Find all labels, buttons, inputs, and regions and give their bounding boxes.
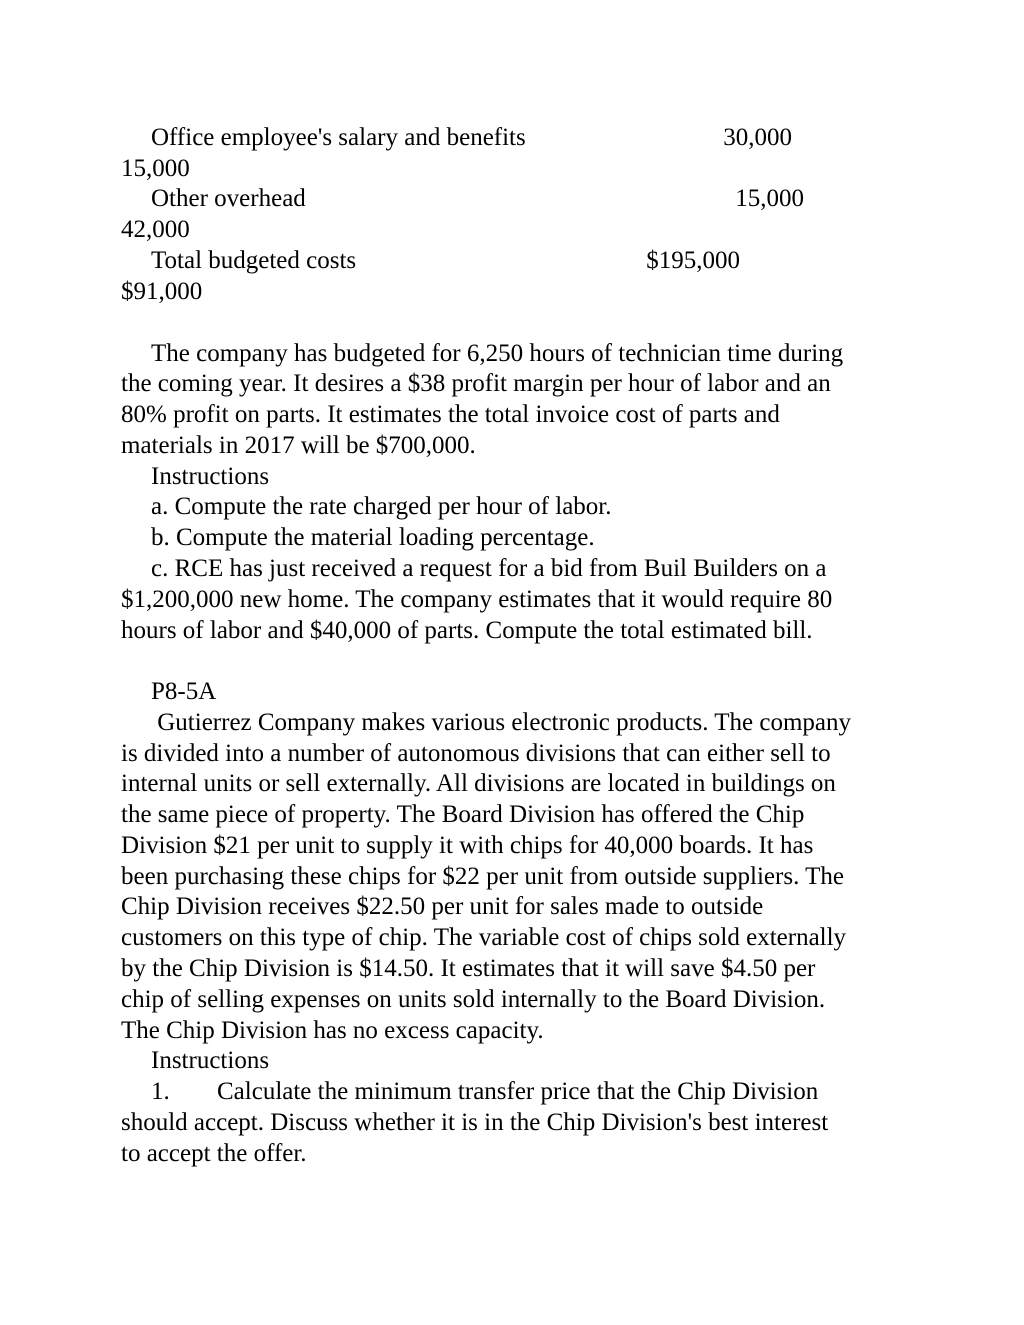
paragraph-line: customers on this type of chip. The variable cost of chips sold externally bbox=[121, 924, 847, 951]
paragraph-line: chip of selling expenses on units sold internally to the Board Division. bbox=[121, 986, 826, 1013]
paragraph-line: by the Chip Division is $14.50. It estimates that it will save $4.50 per bbox=[121, 955, 816, 982]
paragraph-line: to accept the offer. bbox=[121, 1140, 307, 1167]
paragraph-line: 80% profit on parts. It estimates the total invoice cost of parts and bbox=[121, 401, 780, 428]
cost-row-labor-value: 30,000 bbox=[723, 124, 792, 151]
paragraph-line: Division $21 per unit to supply it with chips for 40,000 boards. It has bbox=[121, 832, 814, 859]
item-number: 1. bbox=[151, 1078, 170, 1105]
paragraph-line: the coming year. It desires a $38 profit margin per hour of labor and an bbox=[121, 370, 831, 397]
instructions-heading: Instructions bbox=[151, 463, 270, 490]
instruction-item-b: b. Compute the material loading percentage. bbox=[151, 524, 595, 551]
cost-row-labor-value: $195,000 bbox=[646, 247, 740, 274]
paragraph-line: been purchasing these chips for $22 per unit from outside suppliers. The bbox=[121, 863, 844, 890]
cost-row-material-value: 42,000 bbox=[121, 216, 190, 243]
paragraph-line: is divided into a number of autonomous divisions that can either sell to bbox=[121, 740, 831, 767]
paragraph-line: The company has budgeted for 6,250 hours of technician time during bbox=[151, 340, 844, 367]
problem-heading: P8-5A bbox=[151, 678, 217, 705]
cost-row-material-value: $91,000 bbox=[121, 278, 203, 305]
instructions-heading: Instructions bbox=[151, 1047, 270, 1074]
paragraph-line: The Chip Division has no excess capacity. bbox=[121, 1017, 544, 1044]
cost-row-labor-value: 15,000 bbox=[735, 185, 804, 212]
paragraph-line: materials in 2017 will be $700,000. bbox=[121, 432, 476, 459]
paragraph-line: c. RCE has just received a request for a bid from Buil Builders on a bbox=[151, 555, 827, 582]
cost-row-label: Other overhead bbox=[151, 185, 306, 212]
paragraph-line: Chip Division receives $22.50 per unit for sales made to outside bbox=[121, 893, 764, 920]
paragraph-line: should accept. Discuss whether it is in the Chip Division's best interest bbox=[121, 1109, 829, 1136]
paragraph-line: Gutierrez Company makes various electronic products. The company bbox=[151, 709, 852, 736]
cost-row-label: Total budgeted costs bbox=[151, 247, 357, 274]
paragraph-line: $1,200,000 new home. The company estimates that it would require 80 bbox=[121, 586, 833, 613]
paragraph-line: hours of labor and $40,000 of parts. Compute the total estimated bill. bbox=[121, 617, 813, 644]
paragraph-line: the same piece of property. The Board Division has offered the Chip bbox=[121, 801, 805, 828]
paragraph-line: internal units or sell externally. All divisions are located in buildings on bbox=[121, 770, 836, 797]
cost-row-label: Office employee's salary and benefits bbox=[151, 124, 526, 151]
paragraph-line: Calculate the minimum transfer price that the Chip Division bbox=[217, 1078, 819, 1105]
cost-row-material-value: 15,000 bbox=[121, 155, 190, 182]
instruction-item-a: a. Compute the rate charged per hour of labor. bbox=[151, 493, 612, 520]
